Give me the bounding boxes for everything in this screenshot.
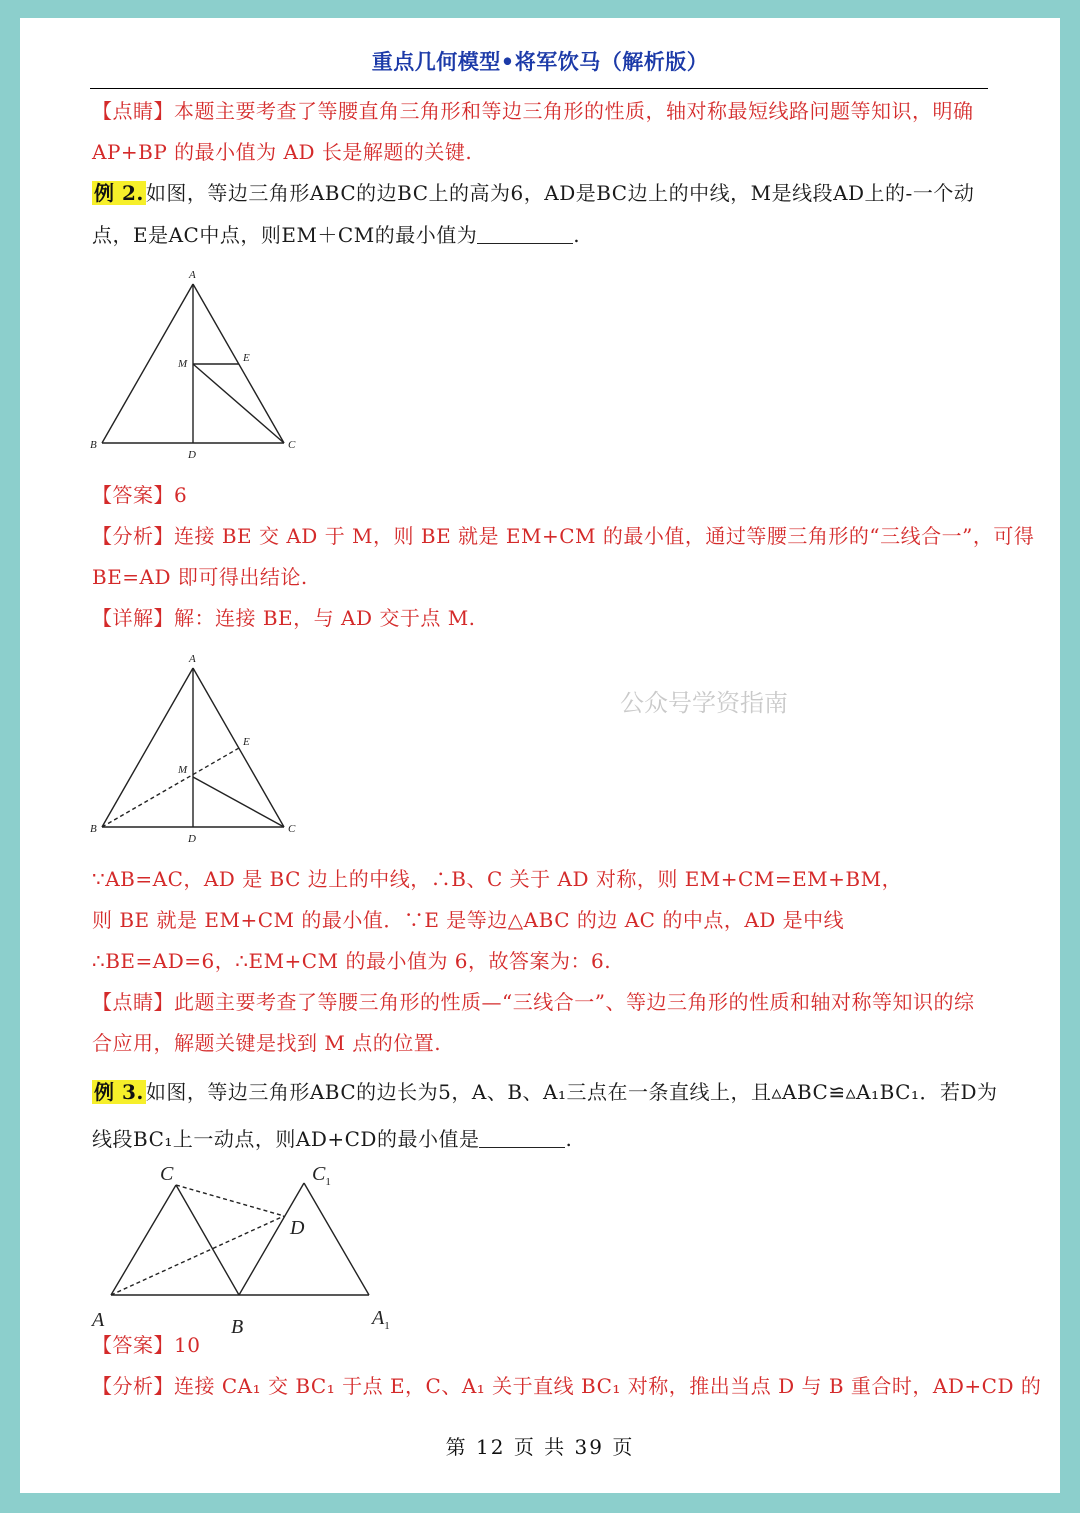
fig1-label-c: C [288,439,296,451]
fig1-label-e: E [243,352,250,364]
fig3-label-b: B [231,1316,244,1338]
figure-triangle-1 [84,266,304,466]
page-header-title: 重点几何模型•将军饮马（解析版） [371,49,709,74]
text-line-1: 【点睛】本题主要考查了等腰直角三角形和等边三角形的性质，轴对称最短线路问题等知识，明确 [92,99,974,123]
answer-line-2: 【答案】10 [92,1333,201,1357]
fig2-label-c: C [288,823,296,835]
detail-line-1: 【详解】解：连接 BE，与 AD 交于点 M. [92,606,476,630]
fig1-label-a: A [189,269,196,281]
watermark [620,683,788,718]
example-2-line-2 [92,220,992,250]
header-divider [90,88,988,89]
example-2-line-1 [92,178,992,208]
fig1-label-b: B [90,439,97,451]
example-2-text-2: 点，E是AC中点，则EM＋CM的最小值为 [92,223,478,247]
example-2-text: 如图，等边三角形ABC的边BC上的高为6，AD是BC边上的中线，M是线段AD上的-一个动 [145,181,975,205]
example-3-line-1 [92,1077,998,1107]
fig3-label-a1: $A_1$ [372,1307,390,1332]
figure-triangle-2 [84,650,304,850]
example-2-label: 例 2. [94,181,144,205]
detail-line-3: 则 BE 就是 EM+CM 的最小值．∵E 是等边△ABC 的边 AC 的中点，AD 是中线 [92,908,845,932]
fig2-label-m: M [178,764,188,776]
example-3-text: 如图，等边三角形ABC的边长为5，A、B、A₁三点在一条直线上，且▵ABC≌▵A₁BC₁．若D为 [145,1080,998,1104]
fig2-label-b: B [90,823,97,835]
analysis-line-3: 【分析】连接 CA₁ 交 BC₁ 于点 E，C、A₁ 关于直线 BC₁ 对称，推出当点 D 与 B 重合时，AD+CD 的 [92,1374,1042,1398]
example-3-text-2: 线段BC₁上一动点，则AD+CD的最小值是 [92,1127,480,1151]
detail-line-2: ∵AB=AC，AD 是 BC 边上的中线，∴B、C 关于 AD 对称，则 EM+CM=EM+BM， [92,867,903,891]
fig2-label-d: D [188,833,196,845]
fig3-label-a: A [92,1309,105,1331]
period-2: . [565,1127,573,1151]
period: . [573,223,581,247]
fig3-label-c: C [160,1163,174,1185]
figure-two-triangles [84,1158,404,1338]
example-3-line-2 [92,1124,992,1154]
answer-blank-2 [479,1127,565,1148]
page-footer: 第 12 页 共 39 页 [445,1435,635,1459]
fig2-label-a: A [189,653,196,665]
fig2-label-e: E [243,736,250,748]
text-line-2: AP+BP 的最小值为 AD 长是解题的关键. [92,140,473,164]
fig3-label-c1: $C_1$ [312,1163,331,1188]
answer-blank [477,223,573,244]
note-line-2: 合应用，解题关键是找到 M 点的位置. [92,1031,442,1055]
watermark-text: 公众号学资指南 [620,689,788,717]
fig1-label-d: D [188,449,196,461]
answer-line: 【答案】6 [92,483,188,507]
note-line-1: 【点睛】此题主要考查了等腰三角形的性质—“三线合一”、等边三角形的性质和轴对称等知识的综 [92,990,975,1014]
detail-line-4: ∴BE=AD=6，∴EM+CM 的最小值为 6，故答案为：6. [92,949,612,973]
document-page [20,18,1060,1493]
analysis-line-1: 【分析】连接 BE 交 AD 于 M，则 BE 就是 EM+CM 的最小值，通过等腰三角形的“三线合一”，可得 [92,524,1035,548]
fig3-label-d: D [290,1217,305,1239]
example-3-label: 例 3. [94,1080,144,1104]
analysis-line-2: BE=AD 即可得出结论. [92,565,308,589]
fig1-label-m: M [178,358,188,370]
